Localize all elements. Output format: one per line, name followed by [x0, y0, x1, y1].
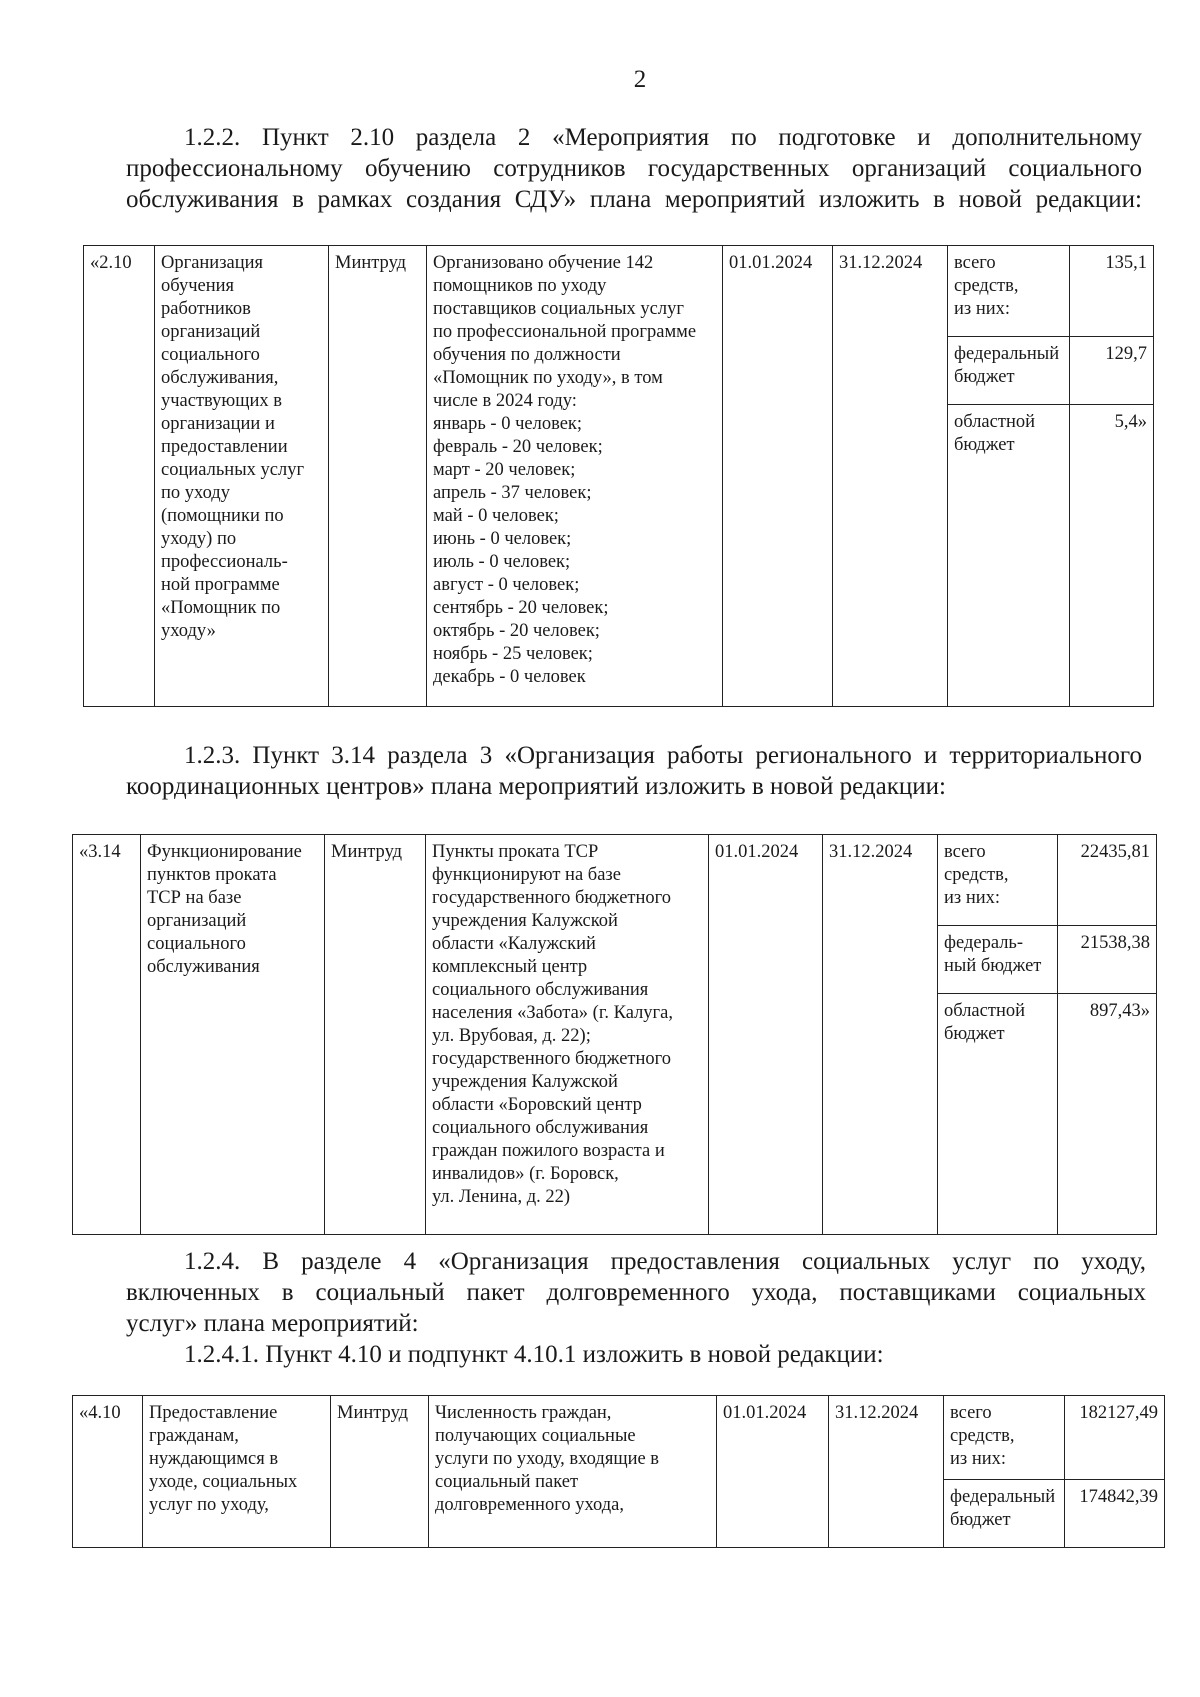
item-name: Предоставление гражданам, нуждающимся в уходе, социальных услуг по уходу, [143, 1396, 331, 1548]
funding-amount: 182127,49 [1065, 1396, 1165, 1480]
paragraph-1-2-4 [126, 1246, 1146, 1370]
paragraph-line: включенных в социальный пакет долговременного ухода, поставщиками социальных [126, 1279, 1146, 1306]
paragraph-1-2-2 [126, 122, 1142, 215]
item-end-date: 31.12.2024 [829, 1396, 944, 1548]
table-row [73, 1396, 1165, 1480]
paragraph-line: услуг» плана мероприятий: [126, 1310, 419, 1337]
item-executor: Минтруд [331, 1396, 429, 1548]
item-number: «4.10 [73, 1396, 143, 1548]
funding-amount: 22435,81 [1058, 835, 1157, 926]
item-start-date: 01.01.2024 [709, 835, 823, 1235]
funding-amount: 897,43» [1058, 994, 1157, 1235]
funding-source: всего средств, из них: [938, 835, 1058, 926]
funding-amount: 135,1 [1070, 246, 1154, 337]
item-result: Организовано обучение 142 помощников по уходу поставщиков социальных услуг по профессиональной программе обучения по должности «Помощник по уходу», в том числе в 2024 году: январь - 0 человек; февраль - 20 человек; март - 20 человек; апрель - 37 человек; май - 0 человек; июнь - 0 человек; июль - 0 человек; август - 0 человек; сентябрь - 20 человек; октябрь - 20 человек; ноябрь - 25 человек; декабрь - 0 человек [427, 246, 723, 707]
paragraph-line: координационных центров» плана мероприятий изложить в новой редакции: [126, 773, 946, 800]
funding-source: всего средств, из них: [944, 1396, 1065, 1480]
paragraph-line: 1.2.3. Пункт 3.14 раздела 3 «Организация работы регионального и территориального [184, 742, 1142, 769]
funding-amount: 21538,38 [1058, 926, 1157, 994]
paragraph-line: обслуживания в рамках создания СДУ» плана мероприятий изложить в новой редакции: [126, 186, 1142, 213]
item-name: Организация обучения работников организаций социального обслуживания, участвующих в организации и предоставлении социальных услуг по уходу (помощники по уходу) по профессиональ- ной программе «Помощник по уходу» [155, 246, 329, 707]
funding-source: федеральный бюджет [948, 337, 1070, 405]
funding-amount: 5,4» [1070, 405, 1154, 707]
paragraph-line: 1.2.4. В разделе 4 «Организация предоставления социальных услуг по уходу, [184, 1248, 1146, 1275]
plan-table-2-10 [83, 245, 1154, 707]
plan-table-4-10 [72, 1395, 1165, 1548]
table-row [73, 835, 1157, 926]
funding-source: федеральный бюджет [944, 1480, 1065, 1548]
funding-source: всего средств, из них: [948, 246, 1070, 337]
item-number: «2.10 [84, 246, 155, 707]
item-result: Пункты проката ТСР функционируют на базе государственного бюджетного учреждения Калужской области «Калужский комплексный центр социального обслуживания населения «Забота» (г. Калуга, ул. Врубовая, д. 22); государственного бюджетного учреждения Калужской области «Боровский центр социального обслуживания граждан пожилого возраста и инвалидов» (г. Боровск, ул. Ленина, д. 22) [426, 835, 709, 1235]
item-start-date: 01.01.2024 [717, 1396, 829, 1548]
item-start-date: 01.01.2024 [723, 246, 833, 707]
page-number: 2 [633, 66, 647, 93]
item-number: «3.14 [73, 835, 141, 1235]
table-row [84, 246, 1154, 337]
funding-amount: 129,7 [1070, 337, 1154, 405]
funding-amount: 174842,39 [1065, 1480, 1165, 1548]
paragraph-1-2-3 [126, 740, 1142, 802]
funding-source: федераль- ный бюджет [938, 926, 1058, 994]
item-end-date: 31.12.2024 [823, 835, 938, 1235]
paragraph-line: профессиональному обучению сотрудников государственных организаций социального [126, 155, 1142, 182]
funding-source: областной бюджет [938, 994, 1058, 1235]
item-name: Функционирование пунктов проката ТСР на базе организаций социального обслуживания [141, 835, 325, 1235]
paragraph-line: 1.2.2. Пункт 2.10 раздела 2 «Мероприятия по подготовке и дополнительному [184, 124, 1142, 151]
item-result: Численность граждан, получающих социальные услуги по уходу, входящие в социальный пакет долговременного ухода, [429, 1396, 717, 1548]
funding-source: областной бюджет [948, 405, 1070, 707]
item-executor: Минтруд [329, 246, 427, 707]
paragraph-line: 1.2.4.1. Пункт 4.10 и подпункт 4.10.1 изложить в новой редакции: [184, 1341, 884, 1368]
item-end-date: 31.12.2024 [833, 246, 948, 707]
plan-table-3-14 [72, 834, 1157, 1235]
item-executor: Минтруд [325, 835, 426, 1235]
